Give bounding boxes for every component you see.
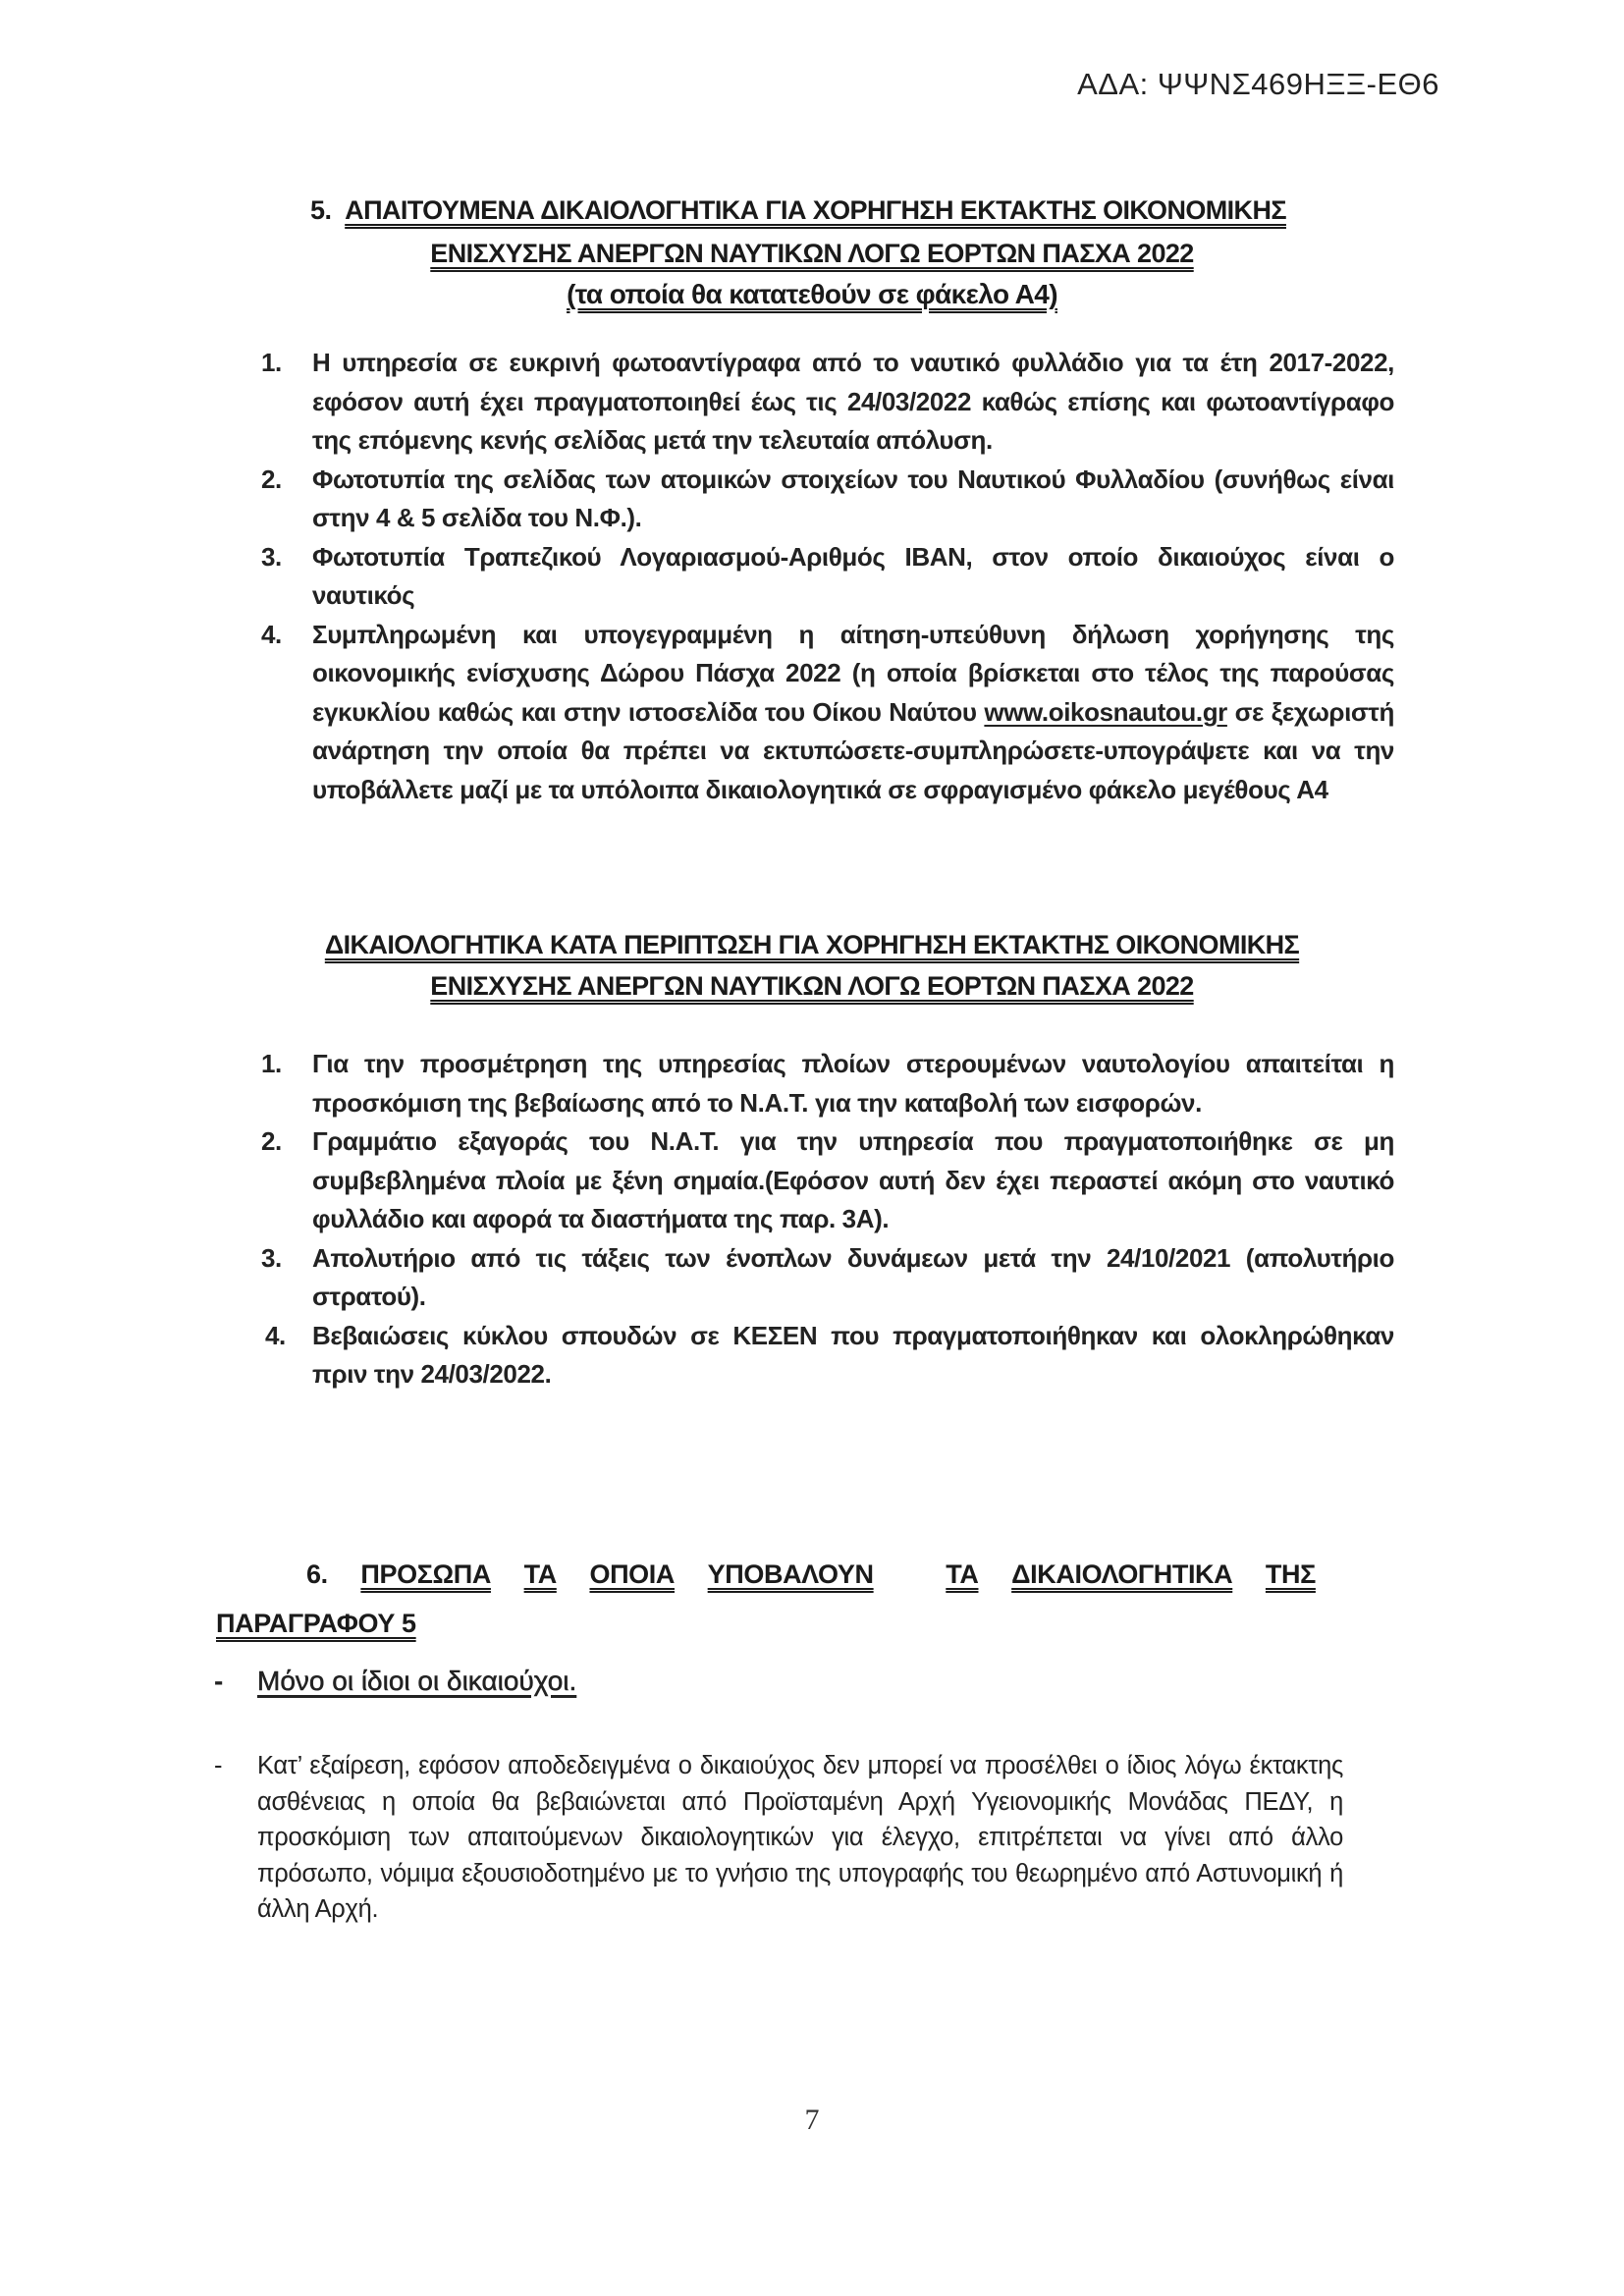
section5-number: 5.	[310, 195, 332, 225]
required-documents-list	[257, 344, 1394, 809]
item-text: Βεβαιώσεις κύκλου σπουδών σε ΚΕΣΕΝ που πραγματοποιήθηκαν και ολοκληρώθηκαν πριν την 24/03/2022.	[312, 1320, 1394, 1389]
list-item: 3. Φωτοτυπία Τραπεζικού Λογαριασμού-Αριθμός ΙΒΑΝ, στον οποίο δικαιούχος είναι ο ναυτικός	[261, 541, 1394, 610]
oikosnautou-link[interactable]: www.oikosnautou.gr	[984, 696, 1227, 727]
dash-bullet: -	[214, 1752, 223, 1779]
item-text: Φωτοτυπία της σελίδας των ατομικών στοιχείων του Ναυτικού Φυλλαδίου (συνήθως είναι στην 4 & 5 σελίδα του Ν.Φ.).	[312, 464, 1394, 532]
list-item: 3. Απολυτήριο από τις τάξεις των ένοπλων δυνάμεων μετά την 24/10/2021 (απολυτήριο στρατού).	[261, 1242, 1394, 1311]
list-item: 2. Γραμμάτιο εξαγοράς του Ν.Α.Τ. για την υπηρεσία που πραγματοποιήθηκε σε μη συμβεβλημένα πλοία με ξένη σημαία.(Εφόσον αυτή δεν έχει περαστεί ακόμη στο ναυτικό φυλλάδιο και αφορά τα διαστήματα της παρ. 3Α).	[261, 1126, 1394, 1233]
exception-paragraph: - Κατ’ εξαίρεση, εφόσον αποδεδειγμένα ο δικαιούχος δεν μπορεί να προσέλθει ο ίδιος λόγω έκτακτης ασθένειας η οποία θα βεβαιώνεται από Προϊσταμένη Αρχή Υγειονομικής Μονάδας ΠΕΔΥ, η προσκόμιση των απαιτούμενων δικαιολογητικών για έλεγχο, επιτρέπεται να γίνει από άλλο πρόσωπο, νόμιμα εξουσιοδοτημένο με το γνήσιο της υπογραφής του θεωρημένο από Αστυνομική ή άλλη Αρχή.	[214, 1748, 1343, 1928]
list-item: 1. Η υπηρεσία σε ευκρινή φωτοαντίγραφα από το ναυτικό φυλλάδιο για τα έτη 2017-2022, εφόσον αυτή έχει πραγματοποιηθεί έως τις 24/03/2022 καθώς επίσης και φωτοαντίγραφο της επόμενης κενής σελίδας μετά την τελευταία απόλυση.	[261, 348, 1394, 455]
list-item: 4. Συμπληρωμένη και υπογεγραμμένη η αίτηση-υπεύθυνη δήλωση χορήγησης της οικονομικής ενίσχυσης Δώρου Πάσχα 2022 (η οποία βρίσκεται στο τέλος της παρούσας εγκυκλίου καθώς και στην ιστοσελίδα του Οίκου Ναύτου www.oikosnautou.gr σε ξεχωριστή ανάρτηση την οποία θα πρέπει να εκτυπώσετε-συμπληρώσετε-υπογράψετε και να την υποβάλλετε μαζί με τα υπόλοιπα δικαιολογητικά σε σφραγισμένο φάκελο μεγέθους Α4	[261, 619, 1394, 804]
section5-title-line2: ΕΝΙΣΧΥΣΗΣ ΑΝΕΡΓΩΝ ΝΑΥΤΙΚΩΝ ΛΟΓΩ ΕΟΡΤΩΝ ΠΑΣΧΑ 2022	[430, 239, 1194, 268]
item-text: Φωτοτυπία Τραπεζικού Λογαριασμού-Αριθμός ΙΒΑΝ, στον οποίο δικαιούχος είναι ο ναυτικός	[312, 541, 1394, 610]
item-text: σε ξεχωριστή ανάρτηση την οποία θα πρέπει να εκτυπώσετε-συμπληρώσετε-υπογράψετε και να την υποβάλλετε μαζί με τα υπόλοιπα δικαιολογητικά σε σφραγισμένο φάκελο μεγέθους Α4	[312, 696, 1394, 804]
section5-title	[0, 192, 1624, 228]
per-case-title-line2: ΕΝΙΣΧΥΣΗΣ ΑΝΕΡΓΩΝ ΝΑΥΤΙΚΩΝ ΛΟΓΩ ΕΟΡΤΩΝ ΠΑΣΧΑ 2022	[430, 971, 1194, 1001]
item-text: Συμπληρωμένη και υπογεγραμμένη η αίτηση-υπεύθυνη δήλωση χορήγησης της οικονομικής ενίσχυσης Δώρου Πάσχα 2022 (η οποία βρίσκεται στο τέλος της παρούσας εγκυκλίου καθώς και στην ιστοσελίδα του Οίκου Ναύτου	[312, 619, 1394, 727]
section5-title-line3: (τα οποία θα κατατεθούν σε φάκελο Α4)	[567, 279, 1057, 309]
item-text: Γραμμάτιο εξαγοράς του Ν.Α.Τ. για την υπηρεσία που πραγματοποιήθηκε σε μη συμβεβλημένα πλοία με ξένη σημαία.(Εφόσον αυτή δεν έχει περαστεί ακόμη στο ναυτικό φυλλάδιο και αφορά τα διαστήματα της παρ. 3Α).	[312, 1126, 1394, 1233]
only-beneficiaries: - Μόνο οι ίδιοι οι δικαιούχοι.	[214, 1666, 577, 1696]
page-number: 7	[804, 2104, 820, 2136]
per-case-title-line1: ΔΙΚΑΙΟΛΟΓΗΤΙΚΑ ΚΑΤΑ ΠΕΡΙΠΤΩΣΗ ΓΙΑ ΧΟΡΗΓΗΣΗ ΕΚΤΑΚΤΗΣ ΟΙΚΟΝΟΜΙΚΗΣ	[324, 930, 1300, 959]
item-text: Απολυτήριο από τις τάξεις των ένοπλων δυνάμεων μετά την 24/10/2021 (απολυτήριο στρατού).	[312, 1242, 1394, 1311]
per-case-documents-list	[257, 1045, 1394, 1394]
dash-bullet: -	[214, 1666, 224, 1696]
item-text: Για την προσμέτρηση της υπηρεσίας πλοίων στερουμένων ναυτολογίου απαιτείται η προσκόμιση της βεβαίωσης από το Ν.Α.Τ. για την καταβολή των εισφορών.	[312, 1049, 1394, 1118]
list-item: 4. Βεβαιώσεις κύκλου σπουδών σε ΚΕΣΕΝ που πραγματοποιήθηκαν και ολοκληρώθηκαν πριν την 24/03/2022.	[265, 1320, 1394, 1389]
ada-code: ΑΔΑ: ΨΨΝΣ469ΗΞΞ-ΕΘ6	[1077, 67, 1439, 101]
list-item: 1. Για την προσμέτρηση της υπηρεσίας πλοίων στερουμένων ναυτολογίου απαιτείται η προσκόμιση της βεβαίωσης από το Ν.Α.Τ. για την καταβολή των εισφορών.	[261, 1049, 1394, 1118]
section6-number: 6.	[306, 1559, 328, 1589]
item-text: Η υπηρεσία σε ευκρινή φωτοαντίγραφα από το ναυτικό φυλλάδιο για τα έτη 2017-2022, εφόσον αυτή έχει πραγματοποιηθεί έως τις 24/03/2022 καθώς επίσης και φωτοαντίγραφο της επόμενης κενής σελίδας μετά την τελευταία απόλυση.	[312, 348, 1394, 455]
list-item: 2. Φωτοτυπία της σελίδας των ατομικών στοιχείων του Ναυτικού Φυλλαδίου (συνήθως είναι στην 4 & 5 σελίδα του Ν.Φ.).	[261, 464, 1394, 532]
section6-title: 6. ΠΡΟΣΩΠΑ ΤΑ ΟΠΟΙΑ ΥΠΟΒΑΛΟΥΝ ΤΑ ΔΙΚΑΙΟΛΟΓΗΤΙΚΑ ΤΗΣ ΠΑΡΑΓΡΑΦΟΥ 5	[216, 1550, 1316, 1648]
section6-title-line2: ΠΑΡΑΓΡΑΦΟΥ 5	[216, 1609, 416, 1638]
section5-title-line1: ΑΠΑΙΤΟΥΜΕΝΑ ΔΙΚΑΙΟΛΟΓΗΤΙΚΑ ΓΙΑ ΧΟΡΗΓΗΣΗ ΕΚΤΑΚΤΗΣ ΟΙΚΟΝΟΜΙΚΗΣ	[345, 195, 1286, 225]
